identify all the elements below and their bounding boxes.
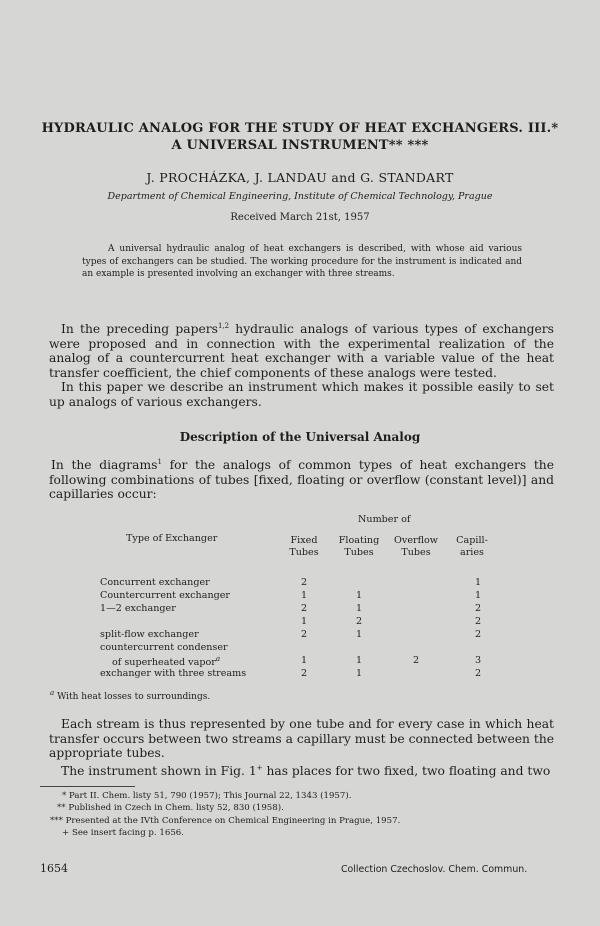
row-label: countercurrent condenser [100,642,228,653]
footnote [48,802,558,814]
footnote [48,827,558,839]
footnote-mark: a [50,689,55,697]
cell-overflow: 2 [412,655,420,666]
table-group-header: Number of [358,514,411,525]
footnote [48,790,558,802]
page-number: 1654 [40,862,68,875]
cell-capillaries: 1 [474,590,482,601]
cell-floating: 1 [355,603,363,614]
cell-fixed: 1 [300,616,308,627]
row-label: Concurrent exchanger [100,577,210,588]
footnote-mark: * [62,791,67,801]
intro-paragraph-1 [49,319,554,380]
footnote-mark: ** [57,803,66,814]
intro-paragraph-2: In this paper we describe an instrument which makes it possible easily to set up analogs of various exchangers. [49,380,554,410]
section-text-b: for the analogs of common types of heat exchangers the following combinations of tubes [fixed, floating or overflow (constant level)] and capillaries occur: [49,458,555,502]
received-date: Received March 21st, 1957 [230,212,370,223]
cell-capillaries: 1 [474,577,482,588]
intro-text-b: hydraulic analogs of various types of exchangers were proposed and in connection with the experimental realization of the analog of a countercurrent heat exchanger with a variable value of the heat transfer coefficient, the chief components of these analogs were tested. [49,322,554,380]
header-line: Tubes [344,547,374,558]
body-paragraph-1: Each stream is thus represented by one tube and for every case in which heat transfer occurs between two streams a capillary must be connected between the appropriate tubes. [49,717,555,761]
body-paragraphs [49,717,554,778]
abstract: A universal hydraulic analog of heat exchangers is described, with whose aid various types of exchangers can be studied. The working procedure for the instrument is indicated and an example is presented involving an exchanger with three streams. [82,244,522,279]
footnote [48,815,558,827]
section-text-a: In the diagrams [51,458,158,473]
footnote-text: See insert facing p. 1656. [71,828,185,839]
footnote-text: Part II. Chem. listy 51, 790 (1957); This Journal 22, 1343 (1957). [69,791,352,801]
row-label [112,655,220,668]
body-paragraph-2 [49,761,554,779]
footnote-mark: *** [50,815,63,826]
citation-ref: 1 [157,458,162,466]
footnote-ref: a [215,655,221,663]
cell-fixed: 1 [300,655,308,666]
footnote-ref: + [256,763,263,772]
row-label: 1—2 exchanger [100,603,176,614]
column-header-capillaries [450,535,494,559]
section-paragraph [49,455,554,502]
article-title [40,120,560,154]
section-heading: Description of the Universal Analog [179,430,421,444]
authors: J. PROCHÁZKA, J. LANDAU and G. STANDART [146,170,454,185]
footnote-mark: + [62,828,70,839]
header-line: Floating [338,535,380,546]
title-line-2: A UNIVERSAL INSTRUMENT** *** [171,138,429,153]
header-line: Tubes [401,547,431,558]
intro-text-a: In the preceding papers [61,322,218,337]
header-line: Overflow [394,535,438,546]
row-label: Countercurrent exchanger [100,590,231,601]
body-text-a: The instrument shown in Fig. 1 [61,763,257,778]
cell-floating: 1 [355,655,363,666]
column-header-fixed [284,535,324,559]
cell-capillaries: 2 [474,668,482,679]
row-label: exchanger with three streams [100,668,247,679]
column-header-type: Type of Exchanger [126,533,218,544]
cell-fixed: 2 [300,629,308,640]
title-line-1: HYDRAULIC ANALOG FOR THE STUDY OF HEAT EXCHANGERS. III.* [41,121,559,136]
introduction [49,319,554,410]
footnote-text: Published in Czech in Chem. listy 52, 830 (1958). [68,803,284,814]
affiliation: Department of Chemical Engineering, Institute of Chemical Technology, Prague [107,191,493,202]
cell-floating: 1 [355,629,363,640]
footnotes [48,790,558,840]
column-header-floating [334,535,384,559]
row-label-text: of superheated vapor [112,657,216,669]
footnote-divider [40,786,135,787]
section-paragraph-1 [49,455,554,502]
header-line: Tubes [289,547,319,558]
footnote-text: Presented at the IVth Conference on Chemical Engineering in Prague, 1957. [65,815,401,826]
cell-fixed: 1 [300,590,308,601]
citation-ref: 1,2 [217,322,230,330]
cell-capillaries: 2 [474,603,482,614]
body-text-b: has places for two fixed, two floating and two [262,763,551,778]
journal-name: Collection Czechoslov. Chem. Commun. [341,864,528,875]
header-line: aries [460,547,484,558]
cell-fixed: 2 [300,577,308,588]
cell-capillaries: 2 [474,616,482,627]
cell-floating: 1 [355,668,363,679]
cell-capillaries: 2 [474,629,482,640]
footnote-text: With heat losses to surroundings. [57,692,211,702]
header-line: Fixed [290,535,318,546]
cell-fixed: 2 [300,668,308,679]
cell-capillaries: 3 [474,655,482,666]
header-line: Capill- [456,535,488,546]
exchanger-table [0,512,600,682]
cell-fixed: 2 [300,603,308,614]
cell-floating: 2 [355,616,363,627]
row-label: split-flow exchanger [100,629,199,640]
column-header-overflow [390,535,442,559]
cell-floating: 1 [355,590,363,601]
table-footnote [50,689,210,702]
